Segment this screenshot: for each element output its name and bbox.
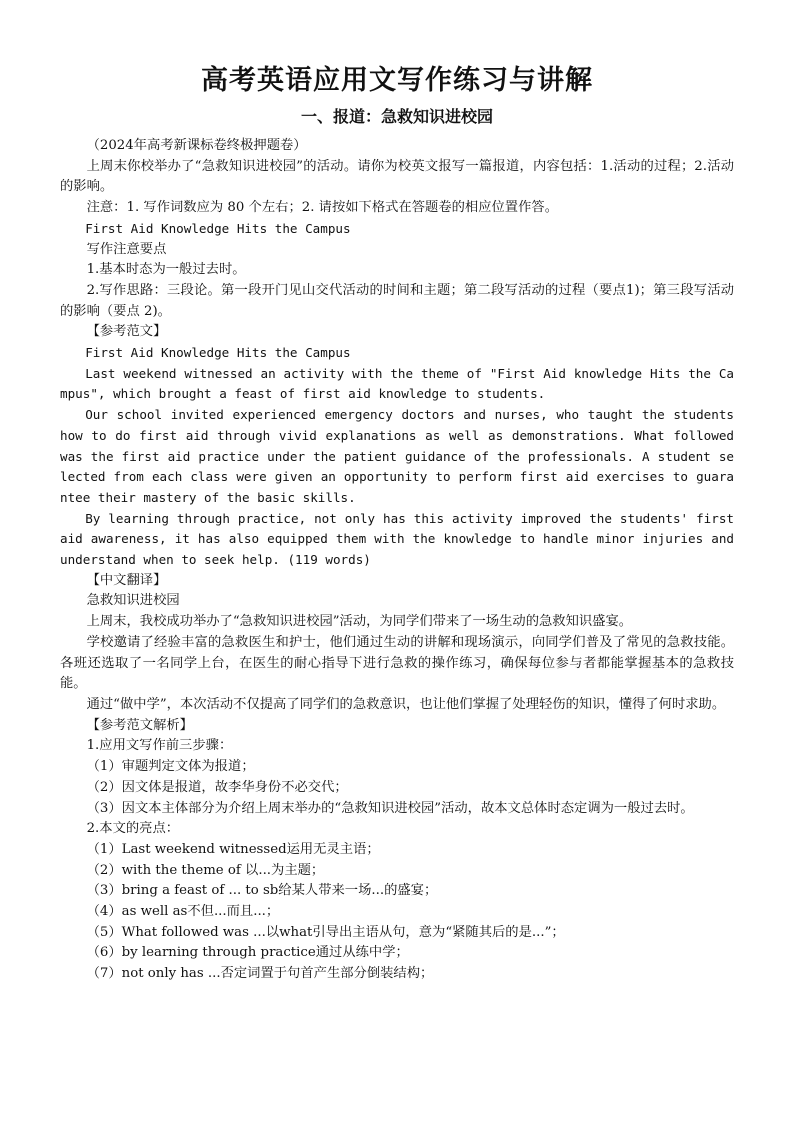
paragraph-sample-heading: 【参考范文】	[86, 324, 167, 340]
paragraph-analysis-step-2: （2）因文体是报道，故李华身份不必交代；	[86, 779, 348, 795]
paragraph-sample-1: Last weekend witnessed an activity with the theme of "First Aid knowledge Hits the Campus", which brought a feast of first aid knowledge to students.	[60, 365, 734, 402]
paragraph-translation-title: 急救知识进校园	[86, 593, 180, 609]
paragraph-translation-3: 通过“做中学”，本次活动不仅提高了同学们的急救意识，也让他们掌握了处理轻伤的知识，懂得了何时求助。	[86, 696, 726, 712]
paragraph-highlight-6: （6）by learning through practice通过从练中学；	[86, 945, 409, 961]
paragraph-highlight-2: （2）with the theme of 以...为主题；	[86, 862, 325, 878]
paragraph-format-title: First Aid Knowledge Hits the Campus	[85, 220, 351, 236]
document-title: 高考英语应用文写作练习与讲解	[201, 65, 593, 96]
paragraph-translation-2: 学校邀请了经验丰富的急救医生和护士，他们通过生动的讲解和现场演示，向同学们普及了常见的急救技能。各班还选取了一名同学上台，在医生的耐心指导下进行急救的操作练习，确保每位参与者都能掌握基本的急救技能。	[60, 634, 734, 692]
paragraph-task: 上周末你校举办了“急救知识进校园”的活动。请你为校英文报写一篇报道，内容包括：1.活动的过程；2.活动的影响。	[60, 158, 734, 195]
document-body	[60, 136, 734, 985]
paragraph-sample-3: By learning through practice, not only has this activity improved the students' first aid awareness, it has also equipped them with the knowledge to handle minor injuries and understand when to seek help. (119 words)	[60, 510, 734, 568]
paragraph-tips-heading: 写作注意要点	[86, 241, 167, 257]
paragraph-sample-2: Our school invited experienced emergency doctors and nurses, who taught the students how to do first aid through vivid explanations as well as demonstrations. What followed was the first aid practice under the patient guidance of the professionals. A student selected from each class were given an opportunity to perform first aid exercises to guarantee their mastery of the basic skills.	[60, 407, 734, 505]
section-title: 一、报道：急救知识进校园	[300, 107, 493, 126]
paragraph-analysis-step-heading: 1.应用文写作前三步骤：	[86, 738, 233, 754]
paragraph-analysis-step-3: （3）因文本主体部分为介绍上周末举办的“急救知识进校园”活动，故本文总体时态定调为一般过去时。	[86, 800, 694, 816]
paragraph-tip-1: 1.基本时态为一般过去时。	[86, 262, 246, 278]
paragraph-sample-title: First Aid Knowledge Hits the Campus	[85, 345, 351, 361]
paragraph-highlight-1: （1）Last weekend witnessed运用无灵主语；	[86, 841, 380, 857]
paragraph-translation-1: 上周末，我校成功举办了“急救知识进校园”活动，为同学们带来了一场生动的急救知识盛宴。	[86, 614, 633, 630]
paragraph-note: 注意：1. 写作词数应为 80 个左右；2. 请按如下格式在答题卷的相应位置作答。	[86, 200, 558, 216]
paragraph-translation-heading: 【中文翻译】	[86, 572, 167, 588]
paragraph-highlight-7: （7）not only has ...否定词置于句首产生部分倒装结构；	[86, 966, 434, 982]
paragraph-analysis-step-1: （1）审题判定文体为报道；	[86, 759, 255, 775]
paragraph-highlight-3: （3）bring a feast of ... to sb给某人带来一场...的盛宴；	[86, 883, 438, 899]
paragraph-highlight-5: （5）What followed was ...以what引导出主语从句，意为“紧随其后的是...”；	[86, 924, 565, 940]
paragraph-source: （2024年高考新课标卷终极押题卷）	[86, 138, 307, 153]
paragraph-tip-2: 2.写作思路：三段论。第一段开门见山交代活动的时间和主题；第二段写活动的过程（要点1)；第三段写活动的影响（要点 2)。	[60, 282, 734, 319]
paragraph-analysis-heading: 【参考范文解析】	[86, 717, 193, 733]
paragraph-highlight-4: （4）as well as不但...而且...；	[86, 904, 280, 920]
paragraph-highlights-heading: 2.本文的亮点：	[86, 821, 180, 837]
